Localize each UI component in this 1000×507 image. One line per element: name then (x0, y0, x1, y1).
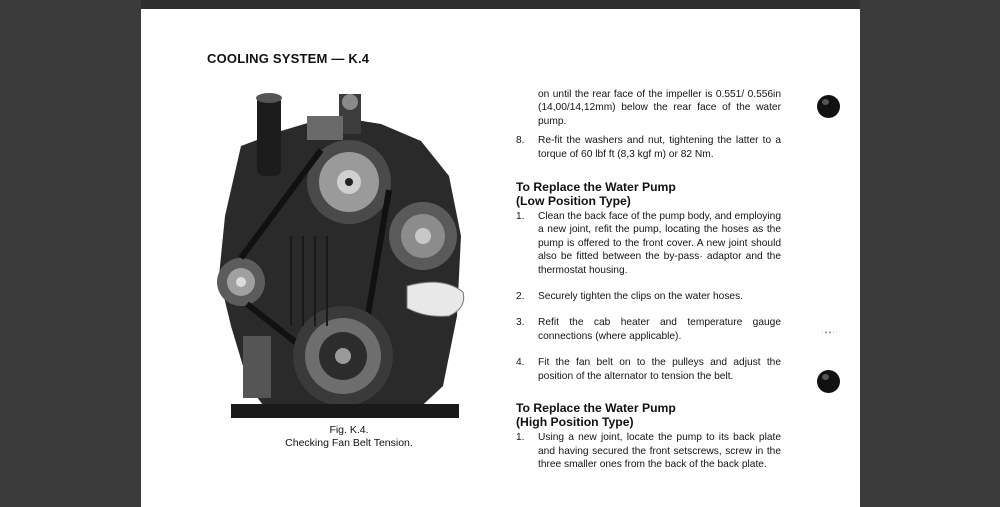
low-step-3 (516, 316, 781, 343)
step-8 (516, 134, 781, 161)
step-number: 1. (516, 211, 525, 223)
step-number: 2. (516, 291, 525, 303)
figure-caption (239, 424, 459, 450)
heading-high-line1: To Replace the Water Pump (516, 401, 676, 416)
section-header: COOLING SYSTEM — K.4 (207, 51, 370, 66)
heading-high-position (516, 402, 781, 429)
heading-high-line2: (High Position Type) (516, 414, 634, 429)
figure-label: Fig. K.4. (329, 424, 369, 436)
low-step-2 (516, 290, 781, 303)
figure-caption-text: Checking Fan Belt Tension. (285, 437, 413, 449)
step-text: Refit the cab heater and temperature gauge connections (where applicable). (538, 317, 781, 342)
heading-low-line1: To Replace the Water Pump (516, 180, 676, 195)
step-text: Fit the fan belt on to the pulleys and adjust the position of the alternator to tension the belt. (538, 357, 781, 382)
step-number: 4. (516, 357, 525, 369)
scan-speck: ·••· (821, 328, 836, 337)
binder-hole-top (817, 95, 840, 118)
document-page (141, 0, 860, 507)
heading-low-position (516, 181, 781, 208)
text-column (516, 88, 781, 471)
binder-hole-bottom (817, 370, 840, 393)
step-text: Using a new joint, locate the pump to its back plate and having secured the front setscrews, screw in the three smaller ones from the back of the back plate. (538, 432, 781, 470)
step-text: Securely tighten the clips on the water hoses. (538, 291, 743, 303)
step-number: 1. (516, 432, 525, 444)
step-number: 3. (516, 317, 525, 329)
low-step-4 (516, 356, 781, 383)
continuation-paragraph: on until the rear face of the impeller is 0.551/ 0.556in (14,00/14,12mm) below the rear face of the water pump. (538, 89, 781, 127)
engine-photo (211, 86, 473, 418)
heading-low-line2: (Low Position Type) (516, 193, 631, 208)
low-step-1 (516, 210, 781, 277)
page-top-edge (141, 0, 860, 9)
step-number: 8. (516, 135, 525, 147)
high-step-1 (516, 431, 781, 471)
step-text: Clean the back face of the pump body, and employing a new joint, refit the pump, locating the hoses as the pump is offered to the front cover. A new joint should also be fitted between the by-pass· adaptor and the thermostat housing. (538, 211, 781, 276)
step-text: Re-fit the washers and nut, tightening the latter to a torque of 60 lbf ft (8,3 kgf m) or 82 Nm. (538, 135, 781, 160)
